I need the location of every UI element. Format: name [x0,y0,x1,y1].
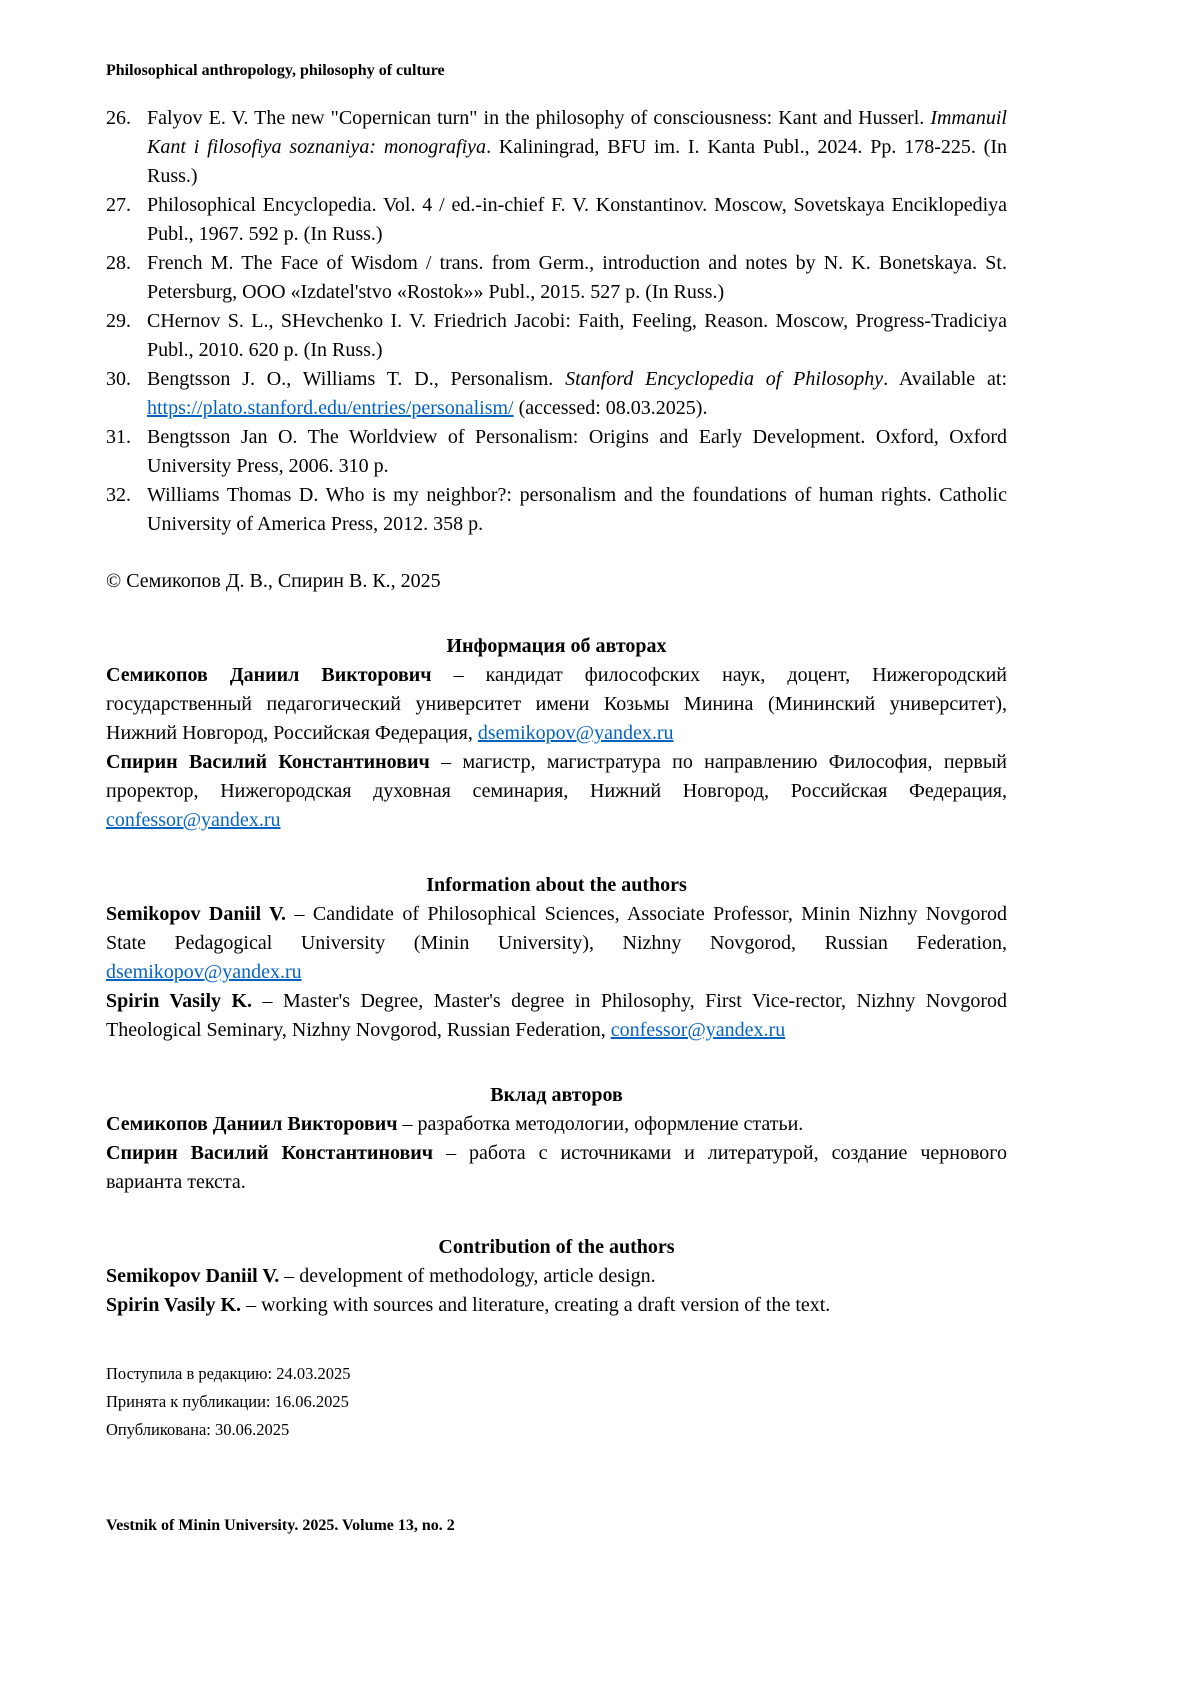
paragraph [106,661,1007,748]
reference-number: 29. [106,310,131,332]
text-segment: Bengtsson Jan O. The Worldview of Personalism: Origins and Early Development. Oxford, Oxford University Press, 2006. 310 p. [147,426,1007,477]
references-list [106,104,1007,539]
text-segment: Williams Thomas D. Who is my neighbor?: personalism and the foundations of human rights. Catholic University of America Press, 2012. 358 p. [147,484,1007,535]
reference-number: 28. [106,252,131,274]
date-line: Поступила в редакцию: 24.03.2025 [106,1364,351,1383]
section-contribution-ru [106,1081,1007,1197]
reference-item [106,104,1007,191]
reference-number: 32. [106,484,131,506]
reference-text [147,365,1007,423]
author-name: Спирин Василий Константинович [106,751,430,773]
paragraph [106,1291,1007,1320]
reference-item [106,481,1007,539]
email-link[interactable]: confessor@yandex.ru [610,1019,786,1041]
reference-text [147,249,1007,307]
author-name: Spirin Vasily K. [106,990,253,1012]
paragraph [106,1110,1007,1139]
section-heading: Информация об авторах [446,635,667,657]
text-segment: French M. The Face of Wisdom / trans. from Germ., introduction and notes by N. K. Bonetskaya. St. Petersburg, OOO «Izdatel'stvo «Rostok»» Publ., 2015. 527 p. (In Russ.) [147,252,1007,303]
section-authors-info-en [106,871,1007,1045]
section-authors-info-ru [106,632,1007,835]
text-segment: (accessed: 08.03.2025). [513,397,708,419]
paragraph [106,900,1007,987]
author-name: Semikopov Daniil V. [106,903,287,925]
reference-number: 31. [106,426,131,448]
reference-item [106,307,1007,365]
paragraph [106,1139,1007,1197]
text-segment: . Kaliningrad, BFU im. I. Kanta Publ., 2024. Pp. 178-225. (In Russ.) [147,136,1007,187]
section-heading: Contribution of the authors [438,1236,675,1258]
section-heading: Вклад авторов [490,1084,623,1106]
section-contribution-en [106,1233,1007,1320]
reference-item [106,191,1007,249]
email-link[interactable]: dsemikopov@yandex.ru [477,722,674,744]
reference-item [106,423,1007,481]
text-segment: – development of methodology, article design. [279,1265,656,1287]
reference-number: 27. [106,194,131,216]
italic-text: Stanford Encyclopedia of Philosophy [565,368,884,390]
text-segment: – working with sources and literature, creating a draft version of the text. [241,1294,831,1316]
running-header: Philosophical anthropology, philosophy of culture [106,62,445,79]
email-link[interactable]: confessor@yandex.ru [106,809,281,831]
text-segment: – Candidate of Philosophical Sciences, Associate Professor, Minin Nizhny Novgorod State Pedagogical University (Minin University), Nizhny Novgorod, Russian Federation, [106,903,1008,954]
reference-item [106,249,1007,307]
email-link[interactable]: dsemikopov@yandex.ru [106,961,302,983]
paragraph [106,1262,1007,1291]
text-segment: – разработка методологии, оформление статьи. [397,1113,804,1135]
author-name: Spirin Vasily K. [106,1294,242,1316]
copyright-line: © Семикопов Д. В., Спирин В. К., 2025 [106,570,441,592]
text-segment: . Available at: [883,368,1007,390]
author-name: Семикопов Даниил Викторович [106,1113,398,1135]
author-name: Semikopov Daniil V. [106,1265,280,1287]
reference-text [147,104,1007,191]
text-segment: – магистр, магистратура по направлению Философия, первый проректор, Нижегородская духовная семинария, Нижний Новгород, Российская Федерация, [106,751,1007,802]
section-heading: Information about the authors [426,874,687,896]
paragraph [106,748,1007,835]
italic-text: Immanuil Kant i filosofiya soznaniya: monografiya [147,107,1007,158]
reference-text [147,423,1007,481]
reference-text [147,191,1007,249]
date-line: Опубликована: 30.06.2025 [106,1420,290,1439]
reference-url-link[interactable]: https://plato.stanford.edu/entries/personalism/ [147,397,514,419]
reference-text [147,481,1007,539]
text-segment: – работа с источниками и литературой, создание чернового варианта текста. [106,1142,1007,1193]
reference-number: 26. [106,107,131,129]
author-name: Спирин Василий Константинович [106,1142,434,1164]
dates-block [106,1360,1007,1444]
paragraph [106,987,1007,1045]
reference-item [106,365,1007,423]
text-segment: CHernov S. L., SHevchenko I. V. Friedrich Jacobi: Faith, Feeling, Reason. Moscow, Progress-Tradiciya Publ., 2010. 620 p. (In Russ.) [147,310,1007,361]
text-segment: – кандидат философских наук, доцент, Нижегородский государственный педагогический университет имени Козьмы Минина (Мининский университет), Нижний Новгород, Российская Федерация, [106,664,1007,744]
text-segment: Bengtsson J. O., Williams T. D., Personalism. [147,368,566,390]
sections [106,632,1007,1320]
reference-text [147,307,1007,365]
text-segment: Philosophical Encyclopedia. Vol. 4 / ed.-in-chief F. V. Konstantinov. Moscow, Sovetskaya Enciklopediya Publ., 1967. 592 p. (In Russ.) [147,194,1007,245]
date-line: Принята к публикации: 16.06.2025 [106,1392,349,1411]
author-name: Семикопов Даниил Викторович [106,664,432,686]
text-segment: – Master's Degree, Master's degree in Philosophy, First Vice-rector, Nizhny Novgorod Theological Seminary, Nizhny Novgorod, Russian Federation, [106,990,1008,1041]
page-footer: Vestnik of Minin University. 2025. Volume 13, no. 2 [106,1517,455,1534]
reference-number: 30. [106,368,131,390]
text-segment: Falyov E. V. The new "Copernican turn" in the philosophy of consciousness: Kant and Husserl. [147,107,931,129]
